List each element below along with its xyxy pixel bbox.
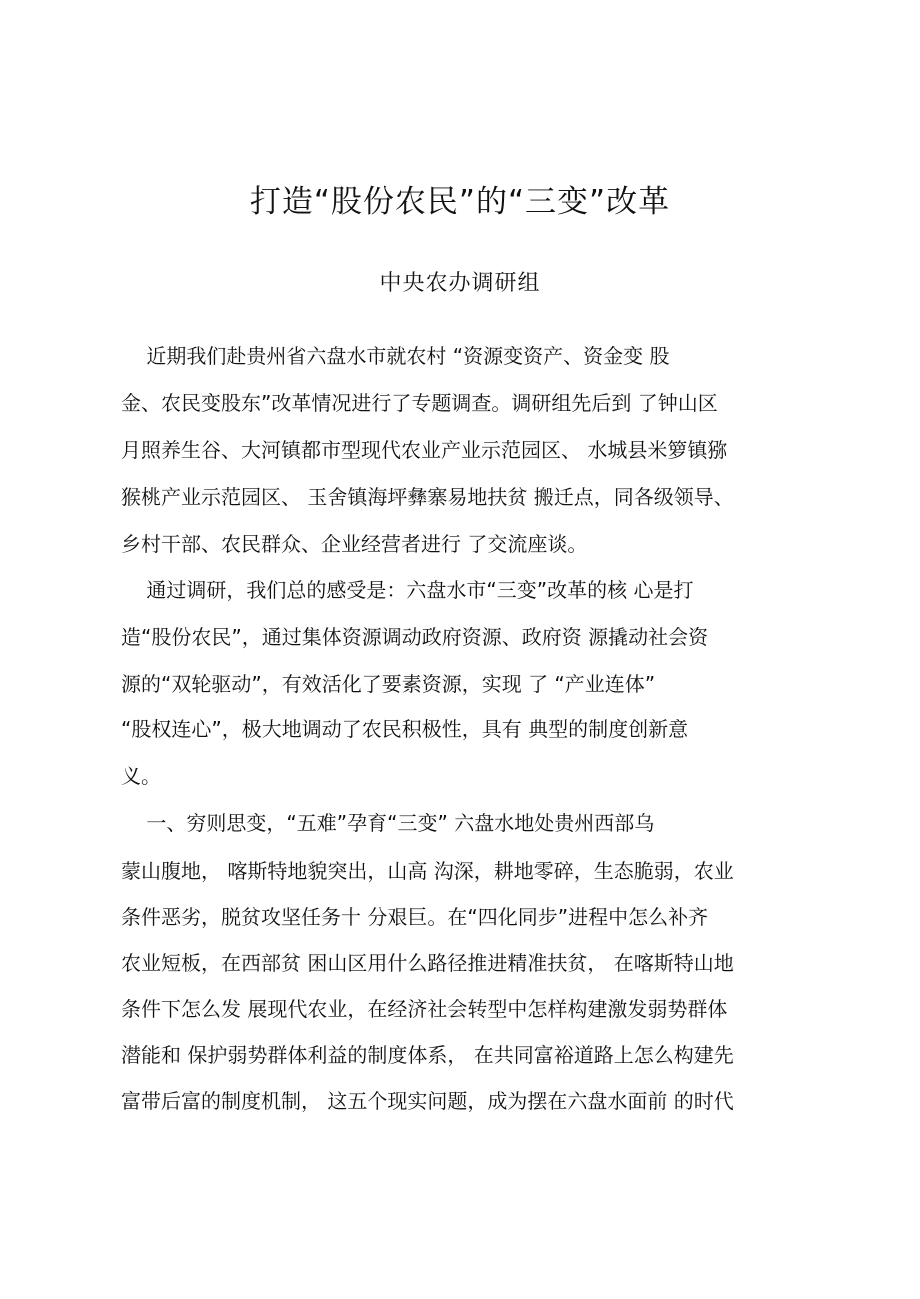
body-line-11: 一、穷则思变，“五难”孕育“三变” 六盘水地处贵州西部乌: [121, 811, 655, 835]
body-line-4: 猴桃产业示范园区、 玉舍镇海坪彝寨易地扶贫 搬迁点，同各级领导、: [121, 485, 734, 509]
body-line-17: 富带后富的制度机制， 这五个现实问题，成为摆在六盘水面前 的时代: [121, 1089, 734, 1113]
body-line-13: 条件恶劣，脱贫攻坚任务十 分艰巨。在“四化同步”进程中怎么补齐: [121, 905, 709, 929]
body-line-1: 近期我们赴贵州省六盘水市就农村 “资源变资产、资金变 股: [121, 344, 670, 368]
body-line-2: 金、农民变股东”改革情况进行了专题调查。调研组先后到 了钟山区: [121, 391, 718, 415]
body-line-16: 潜能和 保护弱势群体利益的制度体系， 在共同富裕道路上怎么构建先: [121, 1043, 734, 1067]
body-line-9: “股权连心”，极大地调动了农民积极性，具有 典型的制度创新意: [121, 717, 689, 741]
body-line-15: 条件下怎么发 展现代农业，在经济社会转型中怎样构建激发弱势群体: [121, 997, 728, 1021]
body-line-14: 农业短板，在西部贫 困山区用什么路径推进精准扶贫， 在喀斯特山地: [121, 951, 734, 975]
document-author: 中央农办调研组: [379, 271, 541, 296]
body-line-12: 蒙山腹地， 喀斯特地貌突出，山高 沟深，耕地零碎，生态脆弱，农业: [121, 859, 734, 883]
document-title: 打造“股份农民”的“三变”改革: [249, 184, 671, 220]
body-line-3: 月照养生谷、大河镇都市型现代农业产业示范园区、 水城县米箩镇猕: [121, 438, 728, 462]
body-line-10: 义。: [121, 764, 161, 788]
body-line-8: 源的“双轮驱动”，有效活化了要素资源，实现 了 “产业连体”: [121, 672, 656, 696]
body-line-6: 通过调研，我们总的感受是：六盘水市“三变”改革的核 心是打: [121, 578, 694, 602]
body-line-5: 乡村干部、农民群众、企业经营者进行 了交流座谈。: [121, 532, 588, 556]
body-line-7: 造“股份农民”，通过集体资源调动政府资源、政府资 源撬动社会资: [121, 625, 709, 649]
